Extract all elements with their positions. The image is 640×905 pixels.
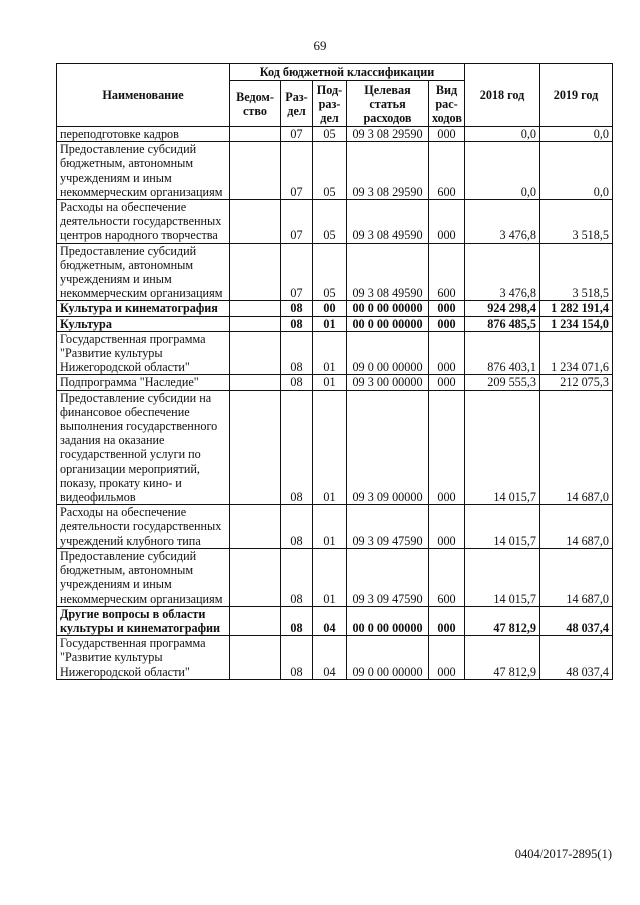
cell-vedomstvo [230,505,281,549]
header-2019: 2019 год [540,64,613,127]
cell-vedomstvo [230,606,281,635]
table-row [57,636,613,680]
header-2018: 2018 год [465,64,540,127]
table-body [57,127,613,680]
header-podrazdel: Под-раз-дел [313,81,347,127]
cell-name: Расходы на обеспечение деятельности государственных учреждений клубного типа [57,505,230,549]
cell-celevaya-statya: 09 0 00 00000 [347,331,429,375]
cell-vedomstvo [230,301,281,316]
cell-vedomstvo [230,200,281,244]
cell-name: Культура [57,316,230,331]
table-row [57,301,613,316]
cell-razdel: 08 [281,331,313,375]
cell-razdel: 08 [281,636,313,680]
page-number: 69 [313,38,327,53]
cell-name: Государственная программа "Развитие культуры Нижегородской области" [57,331,230,375]
cell-vid-rashodov: 000 [429,390,465,505]
cell-celevaya-statya: 09 3 08 29590 [347,142,429,200]
cell-podrazdel: 01 [313,316,347,331]
cell-razdel: 07 [281,200,313,244]
cell-2019: 3 518,5 [540,200,613,244]
cell-vid-rashodov: 000 [429,505,465,549]
cell-vedomstvo [230,142,281,200]
cell-vedomstvo [230,127,281,142]
cell-vid-rashodov: 000 [429,200,465,244]
cell-celevaya-statya: 09 3 09 47590 [347,505,429,549]
cell-podrazdel: 05 [313,142,347,200]
cell-vid-rashodov: 000 [429,316,465,331]
cell-celevaya-statya: 09 3 08 49590 [347,243,429,301]
table-row [57,331,613,375]
cell-2018: 924 298,4 [465,301,540,316]
cell-2019: 0,0 [540,127,613,142]
cell-vid-rashodov: 000 [429,606,465,635]
cell-vedomstvo [230,390,281,505]
cell-celevaya-statya: 00 0 00 00000 [347,301,429,316]
cell-2018: 3 476,8 [465,200,540,244]
header-name: Наименование [57,64,230,127]
cell-name: Другие вопросы в области культуры и кинематографии [57,606,230,635]
cell-celevaya-statya: 09 0 00 00000 [347,636,429,680]
header-vid-rashodov: Вид рас-ходов [429,81,465,127]
cell-vid-rashodov: 000 [429,127,465,142]
cell-2019: 1 234 154,0 [540,316,613,331]
header-razdel: Раз-дел [281,81,313,127]
cell-name: Предоставление субсидий бюджетным, автономным учреждениям и иным некоммерческим организациям [57,243,230,301]
cell-razdel: 07 [281,127,313,142]
cell-2019: 48 037,4 [540,636,613,680]
cell-name: Расходы на обеспечение деятельности государственных центров народного творчества [57,200,230,244]
cell-celevaya-statya: 00 0 00 00000 [347,606,429,635]
cell-2019: 14 687,0 [540,548,613,606]
header-celevaya-statya: Целевая статья расходов [347,81,429,127]
cell-vedomstvo [230,548,281,606]
cell-2018: 14 015,7 [465,548,540,606]
cell-2018: 47 812,9 [465,636,540,680]
table-row [57,243,613,301]
cell-name: Подпрограмма "Наследие" [57,375,230,390]
cell-vid-rashodov: 000 [429,636,465,680]
cell-vedomstvo [230,316,281,331]
cell-podrazdel: 05 [313,200,347,244]
cell-celevaya-statya: 09 3 00 00000 [347,375,429,390]
cell-podrazdel: 04 [313,606,347,635]
cell-celevaya-statya: 00 0 00 00000 [347,316,429,331]
cell-2018: 14 015,7 [465,505,540,549]
cell-podrazdel: 01 [313,505,347,549]
cell-vid-rashodov: 000 [429,375,465,390]
cell-podrazdel: 01 [313,375,347,390]
budget-table [56,63,613,680]
cell-podrazdel: 00 [313,301,347,316]
cell-podrazdel: 01 [313,331,347,375]
table-row [57,316,613,331]
cell-razdel: 08 [281,390,313,505]
cell-razdel: 08 [281,505,313,549]
cell-2019: 48 037,4 [540,606,613,635]
cell-2019: 1 282 191,4 [540,301,613,316]
cell-razdel: 08 [281,375,313,390]
cell-podrazdel: 04 [313,636,347,680]
cell-2019: 1 234 071,6 [540,331,613,375]
header-classification-group: Код бюджетной классификации [230,64,465,81]
table-row [57,375,613,390]
cell-vedomstvo [230,375,281,390]
cell-podrazdel: 01 [313,390,347,505]
cell-podrazdel: 05 [313,243,347,301]
table-row [57,200,613,244]
cell-celevaya-statya: 09 3 08 49590 [347,200,429,244]
cell-vedomstvo [230,243,281,301]
table-row [57,390,613,505]
cell-2019: 212 075,3 [540,375,613,390]
table-row [57,606,613,635]
cell-name: переподготовке кадров [57,127,230,142]
cell-celevaya-statya: 09 3 08 29590 [347,127,429,142]
cell-vid-rashodov: 000 [429,331,465,375]
cell-razdel: 08 [281,316,313,331]
cell-2019: 0,0 [540,142,613,200]
table-row [57,505,613,549]
cell-2018: 47 812,9 [465,606,540,635]
cell-vedomstvo [230,636,281,680]
cell-name: Культура и кинематография [57,301,230,316]
cell-razdel: 07 [281,142,313,200]
cell-2018: 14 015,7 [465,390,540,505]
table-row [57,127,613,142]
cell-2018: 876 403,1 [465,331,540,375]
cell-vid-rashodov: 000 [429,301,465,316]
cell-razdel: 08 [281,606,313,635]
cell-vid-rashodov: 600 [429,548,465,606]
cell-vedomstvo [230,331,281,375]
table-row [57,548,613,606]
cell-razdel: 08 [281,301,313,316]
cell-celevaya-statya: 09 3 09 47590 [347,548,429,606]
cell-2019: 14 687,0 [540,505,613,549]
cell-2018: 209 555,3 [465,375,540,390]
cell-razdel: 08 [281,548,313,606]
cell-name: Предоставление субсидий бюджетным, автономным учреждениям и иным некоммерческим организациям [57,142,230,200]
cell-name: Предоставление субсидии на финансовое обеспечение выполнения государственного задания на оказание государственной услуги по организации мероприятий, показу, прокату кино- и видеофильмов [57,390,230,505]
cell-razdel: 07 [281,243,313,301]
cell-2018: 0,0 [465,142,540,200]
cell-2019: 14 687,0 [540,390,613,505]
table-row [57,142,613,200]
cell-2019: 3 518,5 [540,243,613,301]
cell-name: Предоставление субсидий бюджетным, автономным учреждениям и иным некоммерческим организациям [57,548,230,606]
cell-vid-rashodov: 600 [429,243,465,301]
cell-podrazdel: 01 [313,548,347,606]
cell-2018: 0,0 [465,127,540,142]
header-vedomstvo: Ведом-ство [230,81,281,127]
cell-podrazdel: 05 [313,127,347,142]
cell-name: Государственная программа "Развитие культуры Нижегородской области" [57,636,230,680]
cell-2018: 876 485,5 [465,316,540,331]
document-code: 0404/2017-2895(1) [514,847,612,861]
cell-2018: 3 476,8 [465,243,540,301]
cell-celevaya-statya: 09 3 09 00000 [347,390,429,505]
cell-vid-rashodov: 600 [429,142,465,200]
